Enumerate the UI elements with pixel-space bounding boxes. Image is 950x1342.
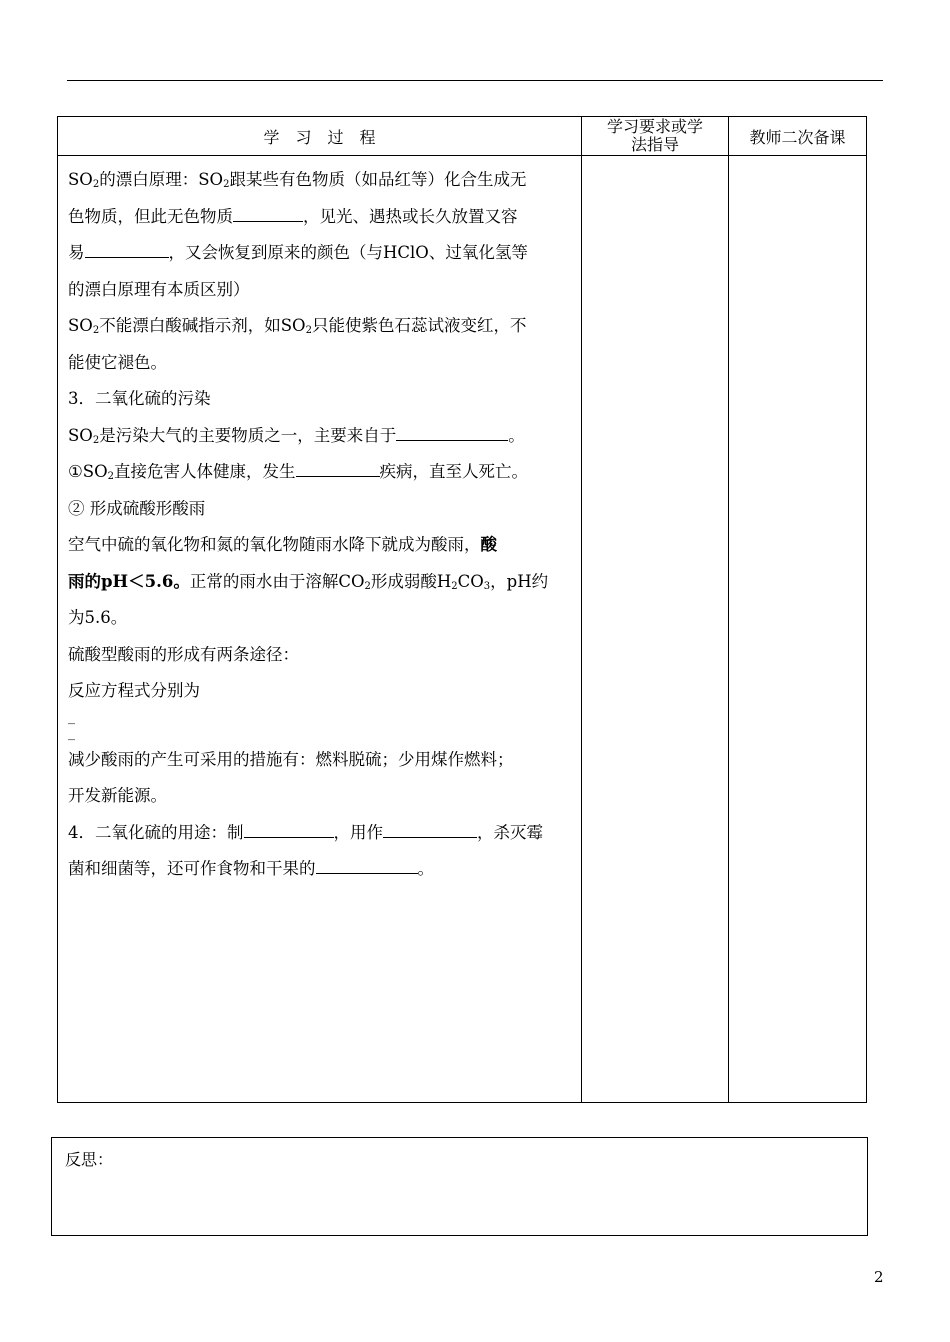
fill-blank[interactable] <box>383 819 477 838</box>
reflection-label: 反思： <box>65 1150 114 1169</box>
fill-blank[interactable] <box>396 422 508 441</box>
study-table <box>57 116 867 1103</box>
table-header-row <box>58 117 867 156</box>
text-line: 开发新能源。 <box>68 786 167 805</box>
fill-blank[interactable] <box>85 239 169 258</box>
page-number: 2 <box>874 1268 884 1286</box>
text-line: 能使它褪色。 <box>68 352 167 372</box>
text-line: $SO_2$的漂白原理：$SO_2$跟某些有色物质（如品红等）化合生成无 <box>68 170 527 190</box>
teacher-column[interactable] <box>729 156 867 1103</box>
text-line: 4．二氧化硫的用途：制 ，用作 ，杀灭霉 <box>68 815 571 852</box>
text-line: 减少酸雨的产生可采用的措施有：燃料脱硫；少用煤作燃料； <box>68 749 514 769</box>
equation-blank[interactable]: _ <box>68 724 75 741</box>
text-line: 色物质，但此无色物质 ，见光、遇热或长久放置又容 <box>68 199 571 236</box>
text-line: $①SO_2$直接危害人体健康，发生 疾病，直至人死亡。 <box>68 454 571 491</box>
text-line: 空气中硫的氧化物和氮的氧化物随雨水降下就成为酸雨，酸 <box>68 535 497 554</box>
text-line: 的漂白原理有本质区别） <box>68 279 250 299</box>
header-guide: 学习要求或学 法指导 <box>582 117 729 156</box>
text-line: $SO_2$不能漂白酸碱指示剂，如$SO_2$只能使紫色石蕊试液变红，不 <box>68 316 527 336</box>
process-content <box>58 156 582 1103</box>
fill-blank[interactable] <box>316 855 418 874</box>
header-rule <box>67 80 883 81</box>
text-line: 雨的pH＜5.6。正常的雨水由于溶解$CO_2$形成弱酸$H_2CO_3$，pH约 <box>68 571 549 592</box>
text-line: $SO_2$是污染大气的主要物质之一，主要来自于 。 <box>68 418 571 455</box>
text-line: 硫酸型酸雨的形成有两条途径： <box>68 644 299 664</box>
header-process: 学 习 过 程 <box>58 117 582 156</box>
guide-column[interactable] <box>582 156 729 1103</box>
text-line: 反应方程式分别为 <box>68 681 200 700</box>
text-line: ② 形成硫酸形酸雨 <box>68 498 206 518</box>
equation-blank[interactable]: _ <box>68 708 75 725</box>
fill-blank[interactable] <box>296 458 380 477</box>
fill-blank[interactable] <box>244 819 334 838</box>
text-line: 为5.6。 <box>68 608 128 627</box>
reflection-box[interactable] <box>51 1137 868 1236</box>
header-teacher: 教师二次备课 <box>729 117 867 156</box>
fill-blank[interactable] <box>233 203 303 222</box>
table-body-row <box>58 156 867 1103</box>
section-heading: 3．二氧化硫的污染 <box>68 389 211 408</box>
text-line: 菌和细菌等，还可作食物和干果的 。 <box>68 851 571 888</box>
text-line: 易 ，又会恢复到原来的颜色（与HClO、过氧化氢等 <box>68 235 571 272</box>
